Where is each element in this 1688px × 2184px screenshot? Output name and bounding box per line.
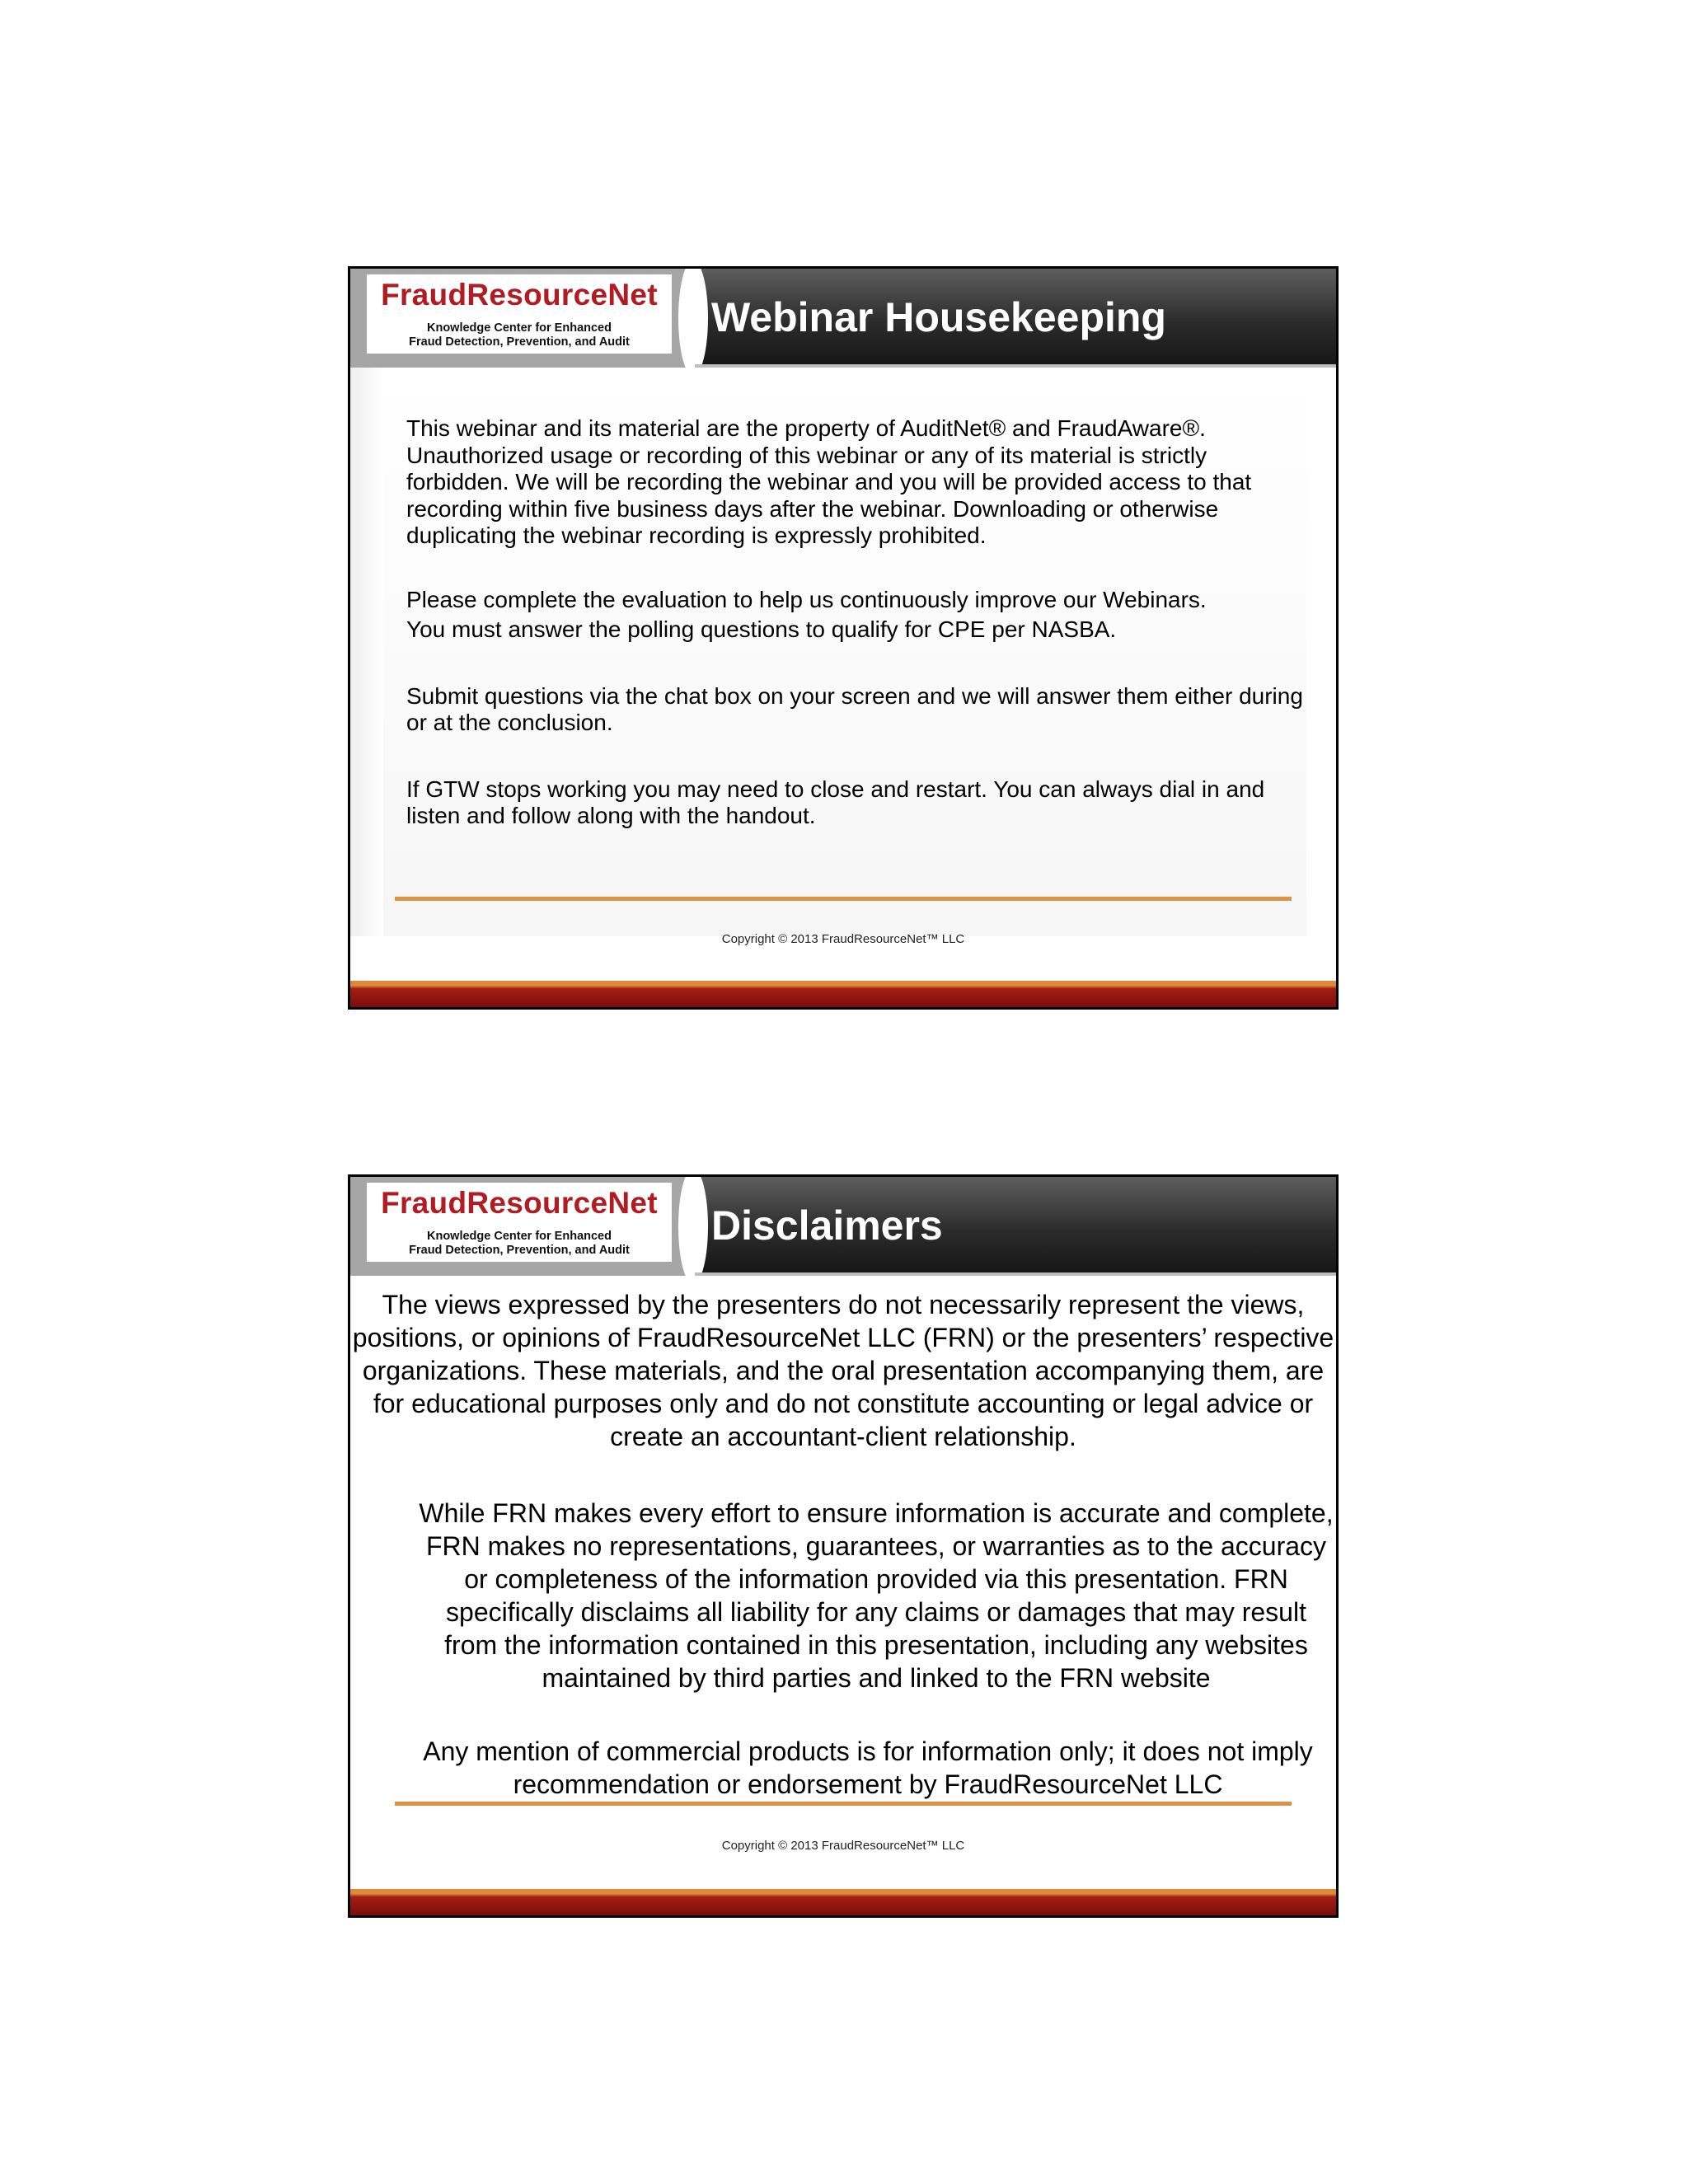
fraudresourcenet-logo: [367, 1183, 672, 1262]
copyright-text: Copyright © 2013 FraudResourceNet™ LLC: [721, 932, 965, 946]
orange-divider: [395, 1802, 1292, 1806]
copyright-text: Copyright © 2013 FraudResourceNet™ LLC: [721, 1839, 965, 1853]
evaluation-paragraph: [406, 587, 1305, 644]
header-swoosh-divider: [678, 266, 708, 376]
questions-paragraph: Submit questions via the chat box on your screen and we will answer them either during or at the conclusion.: [406, 682, 1303, 735]
logo-panel: [350, 1177, 695, 1276]
fraudresourcenet-logo: [367, 274, 672, 354]
logo-subtitle-line2: Fraud Detection, Prevention, and Audit: [409, 1244, 630, 1257]
logo-subtitle-line2: Fraud Detection, Prevention, and Audit: [409, 335, 630, 349]
products-disclaimer-paragraph: Any mention of commercial products is for information only; it does not imply recommendation or endorsement by FraudResourceNet LLC: [423, 1736, 1313, 1799]
slide-webinar-housekeeping: [348, 266, 1339, 1010]
property-notice-paragraph: This webinar and its material are the property of AuditNet® and FraudAware®. Unauthorized usage or recording of this webinar or any of its material is strictly forbidden. We will be recording the webinar and you will be provided access to that recording within five business days after the webinar. Downloading or otherwise duplicating the webinar recording is expressly prohibited.: [406, 415, 1252, 548]
logo-subtitle-line1: Knowledge Center for Enhanced: [427, 321, 612, 335]
slide-disclaimers: [348, 1174, 1339, 1918]
left-side-bar: [350, 368, 383, 936]
views-disclaimer-paragraph: The views expressed by the presenters do not necessarily represent the views, positions, or opinions of FraudResourceNet LLC (FRN) or the presenters’ respective organizations. These materials, and the oral presentation accompanying them, are for educational purposes only and do not constitute accounting or legal advice or create an accountant-client relationship.: [352, 1290, 1334, 1451]
slide-header: [350, 269, 1336, 368]
logo-title: FraudResourceNet: [381, 278, 658, 312]
polling-line: You must answer the polling questions to qualify for CPE per NASBA.: [406, 616, 1117, 642]
slide-title: Disclaimers: [711, 1202, 943, 1249]
bottom-band: [350, 981, 1336, 1007]
logo-title: FraudResourceNet: [381, 1186, 658, 1220]
bottom-band: [350, 1889, 1336, 1915]
header-swoosh-divider: [678, 1174, 708, 1284]
housekeeping-body: [406, 415, 1305, 830]
gtw-paragraph: If GTW stops working you may need to close and restart. You can always dial in and listen and follow along with the handout.: [406, 776, 1265, 828]
accuracy-disclaimer-paragraph: While FRN makes every effort to ensure information is accurate and complete, FRN makes no representations, guarantees, or warranties as to the accuracy or completeness of the information provided via this presentation. FRN specifically disclaims all liability for any claims or damages that may result from the information contained in this presentation, including any websites maintained by third parties and linked to the FRN website: [419, 1498, 1334, 1693]
slide-title: Webinar Housekeeping: [711, 294, 1166, 340]
slide-header: [350, 1177, 1336, 1276]
orange-divider: [395, 897, 1292, 901]
evaluation-line: Please complete the evaluation to help us continuously improve our Webinars.: [406, 586, 1207, 612]
logo-panel: [350, 269, 695, 368]
logo-subtitle-line1: Knowledge Center for Enhanced: [427, 1230, 612, 1243]
header-underline: [695, 1272, 1336, 1276]
